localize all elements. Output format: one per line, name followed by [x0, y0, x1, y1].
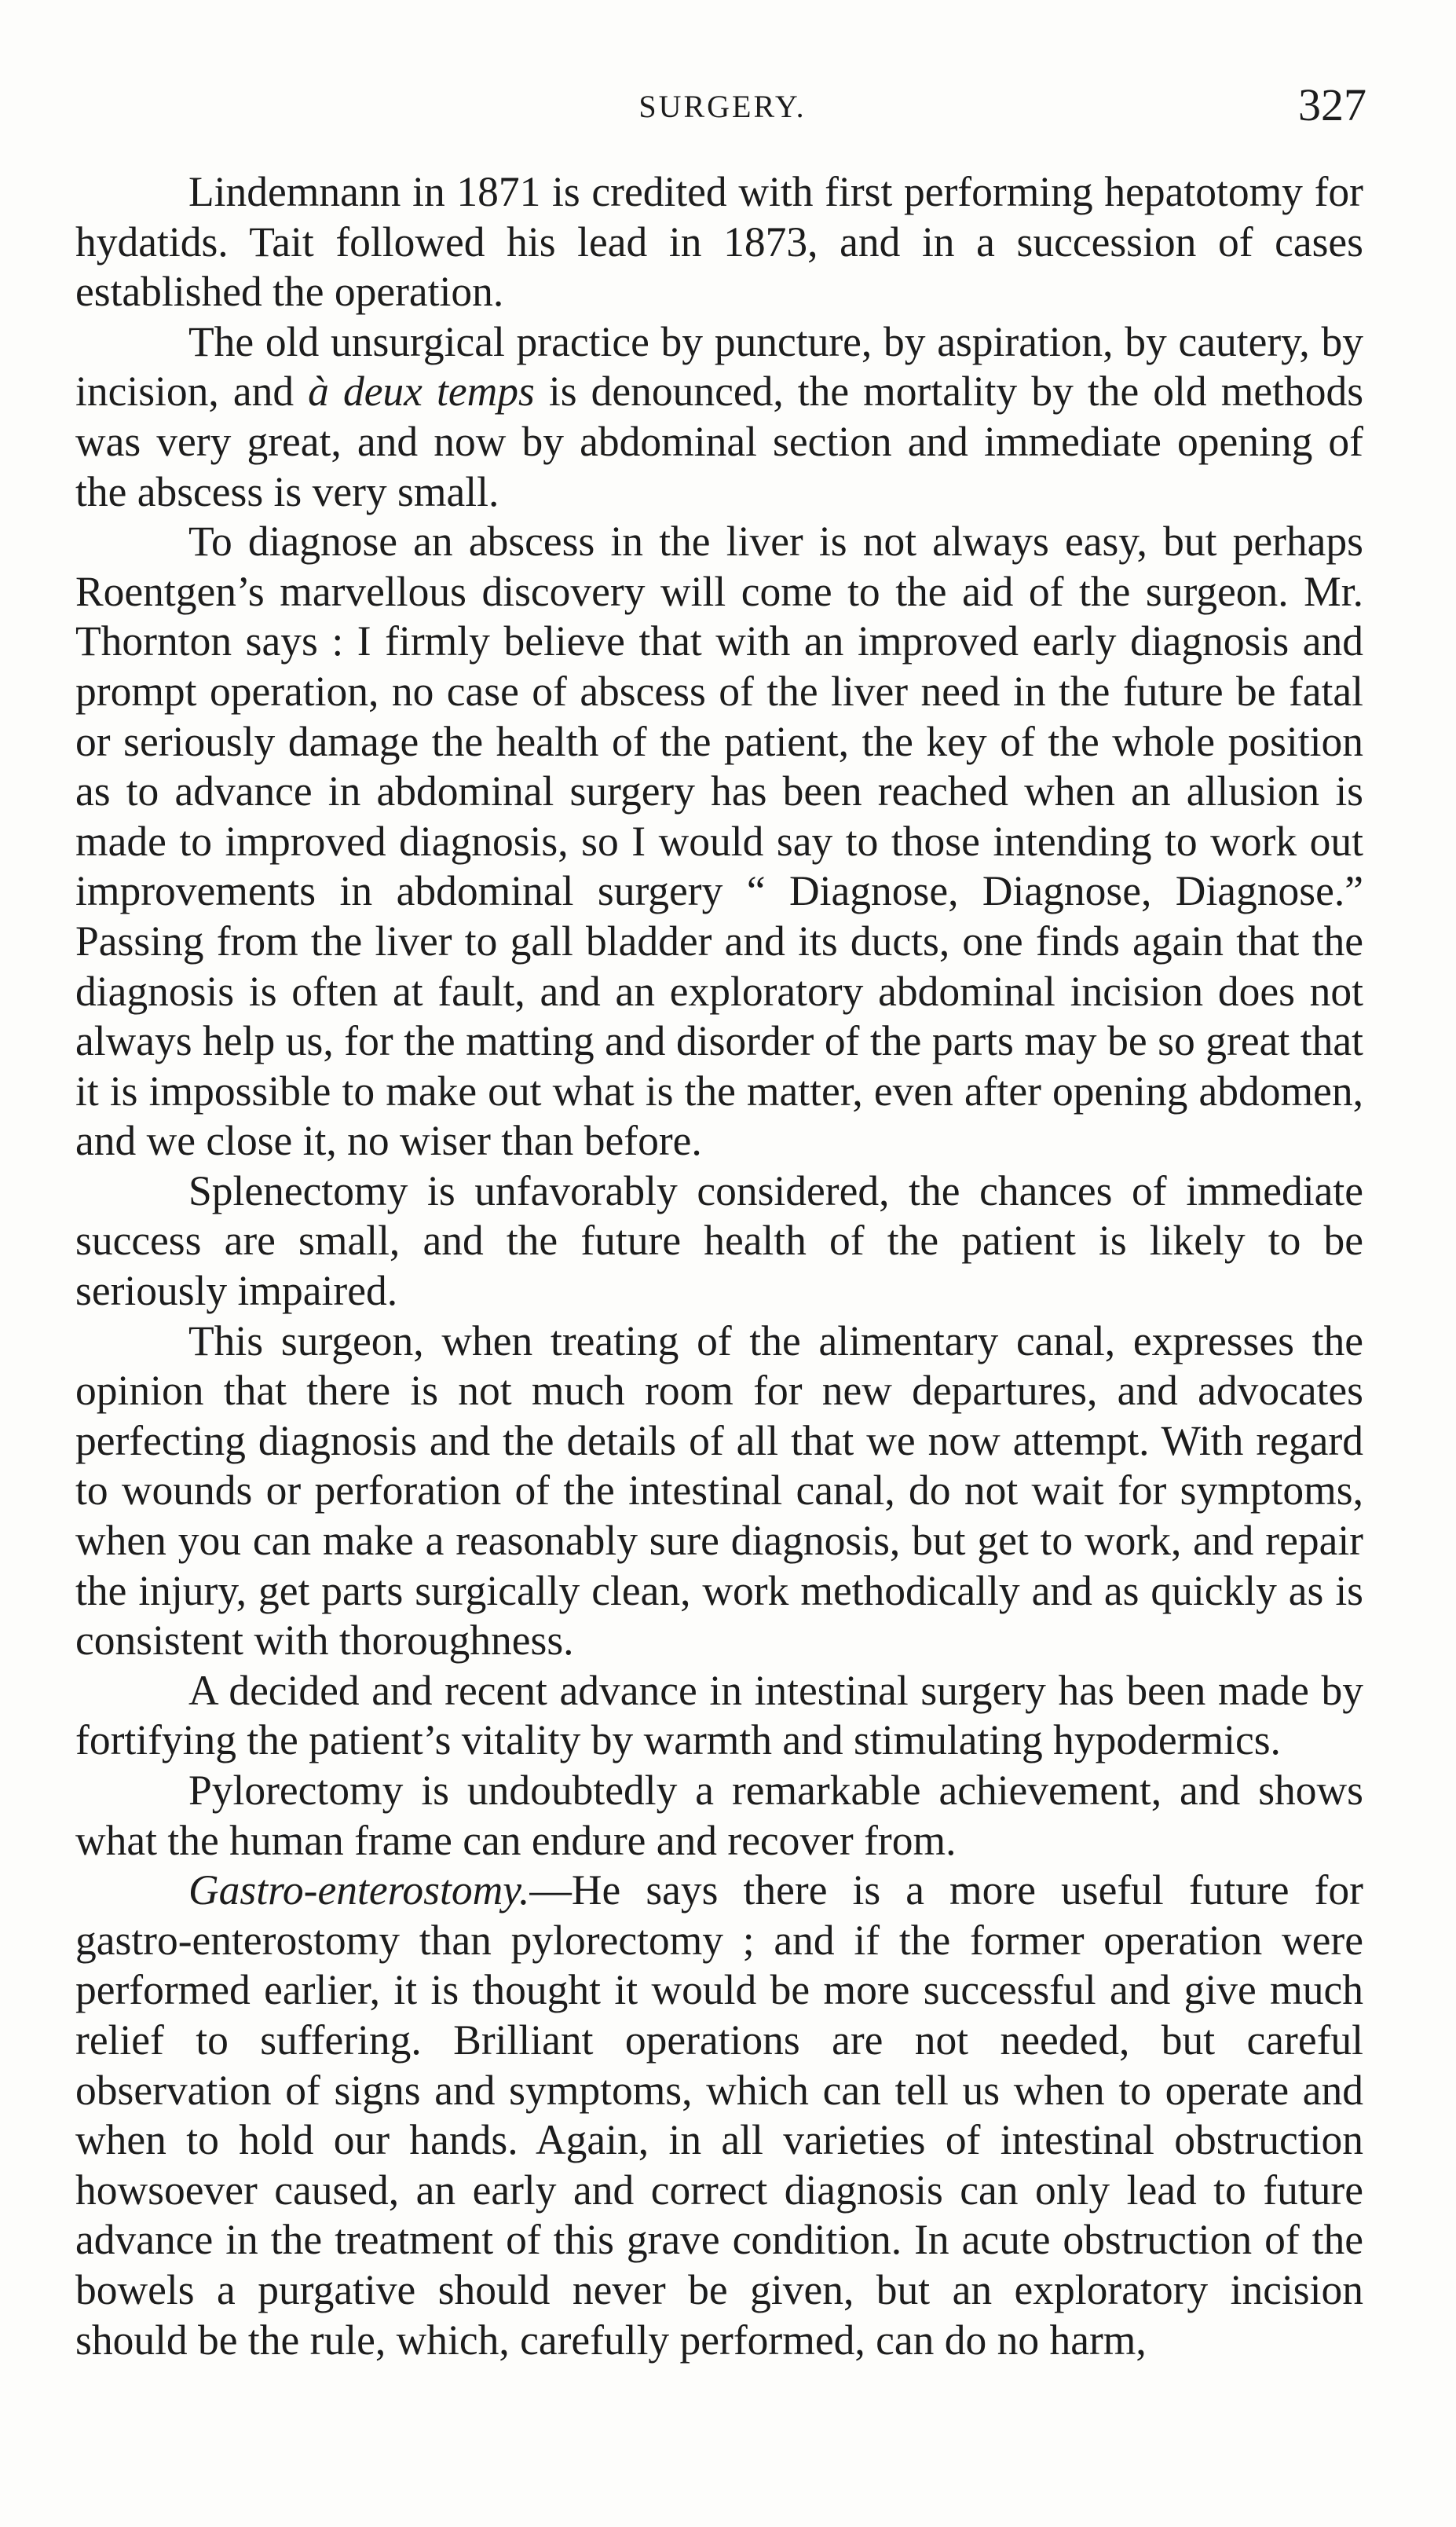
body-text — [75, 167, 1363, 2365]
paragraph-gastro-enterostomy — [75, 1866, 1363, 2365]
paragraph-alimentary-canal: This surgeon, when treating of the alimentary canal, expresses the opinion that there is not much room for new departures, and advocates perfecting diagnosis and the details of all that we now attempt. With regard to wounds or perforation of the intestinal canal, do not wait for symptoms, when you can make a reasonably sure diagnosis, but get to work, and repair the injury, get parts surgically clean, work methodically and as quickly as is consistent with thoroughness. — [75, 1317, 1363, 1665]
paragraph-splenectomy: Splenectomy is unfavorably considered, the chances of immediate success are small, and the future health of the patient is likely to be seriously impaired. — [75, 1166, 1363, 1315]
page-number: 327 — [1298, 79, 1366, 130]
paragraph-intestinal-surgery: A decided and recent advance in intestinal surgery has been made by fortifying the patient’s vitality by warmth and stimulating hypodermics. — [75, 1666, 1363, 1764]
paragraph-hepatotomy: Lindemnann in 1871 is credited with first performing hepatotomy for hydatids. Tait followed his lead in 1873, and in a succession of cases established the operation. — [75, 168, 1363, 316]
paragraph-pylorectomy: Pylorectomy is undoubtedly a remarkable achievement, and shows what the human frame can endure and recover from. — [75, 1767, 1363, 1864]
paragraph-tail-text: is denounced, the mortality by the old methods was very great, and now by abdominal section and immediate opening of the abscess is very small. — [75, 368, 1364, 515]
italic-phrase: à deux temps — [308, 368, 535, 416]
paragraph-liver-abscess: To diagnose an abscess in the liver is not always easy, but perhaps Roentgen’s marvellous discovery will come to the aid of the surgeon. Mr. Thornton says : I firmly believe that with an improved early diagnosis and prompt operation, no case of abscess of the liver need in the future be fatal or seriously damage the health of the patient, the key of the whole position as to advance in abdominal surgery has been reached when an allusion is made to improved diagnosis, so I would say to those intending to work out improvements in abdominal surgery “ Diagnose, Diagnose, Diagnose.” Passing from the liver to gall bladder and its ducts, one finds again that the diagnosis is often at fault, and an exploratory abdominal incision does not always help us, for the matting and disorder of the parts may be so great that it is impossible to make out what is the matter, even after opening abdomen, and we close it, no wiser than before. — [75, 518, 1363, 1165]
section-heading-italic: Gastro-enterostomy. — [188, 1866, 530, 1914]
paragraph-unsurgical-practice — [75, 317, 1363, 517]
paragraph-tail-text: —He says there is a more useful future for gastro-enterostomy than pylorectomy ; and if the former operation were performed earlier, it is thought it would be more successful and give much relief to suffering. Brilliant operations are not needed, but careful observation of signs and symptoms, which can tell us when to operate and when to hold our hands. Again, in all varieties of intestinal obstruction howsoever caused, an early and correct diagnosis can only lead to future advance in the treatment of this grave condition. In acute obstruction of the bowels a purgative should never be given, but an exploratory incision should be the rule, which, carefully performed, can do no harm, — [75, 1866, 1363, 2364]
paragraph-lead-text: The old unsurgical practice by puncture, by aspiration, by cautery, by incision, and — [75, 317, 1363, 416]
page-header — [79, 79, 1366, 141]
running-title: SURGERY. — [638, 89, 807, 124]
